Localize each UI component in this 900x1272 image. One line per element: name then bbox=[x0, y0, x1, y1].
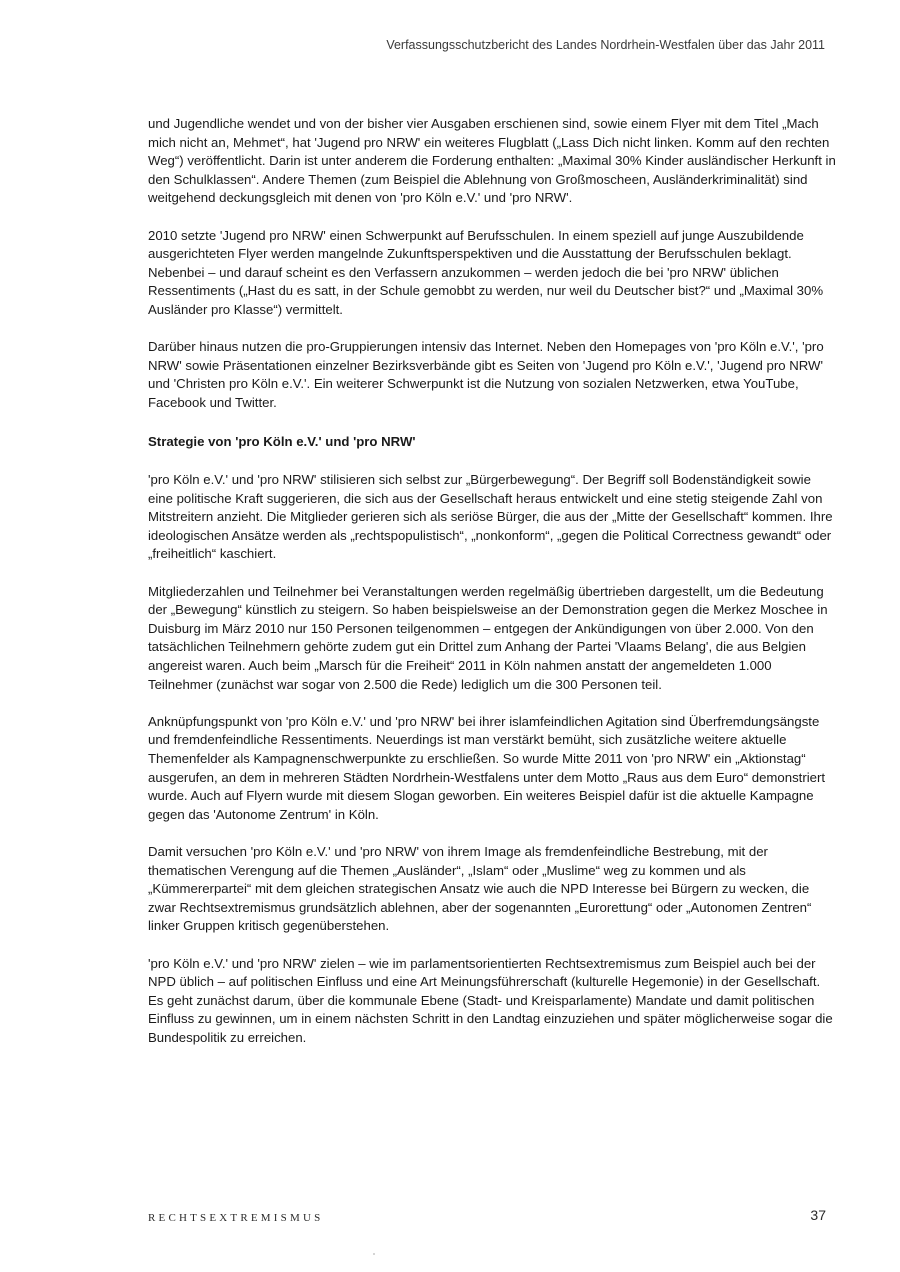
document-body bbox=[148, 115, 838, 1066]
scan-speck bbox=[373, 1253, 375, 1255]
paragraph: 'pro Köln e.V.' und 'pro NRW' stilisieren sich selbst zur „Bürgerbewegung“. Der Begriff soll Bodenständigkeit sowie eine politische Kraft suggerieren, die sich aus der Gesellschaft heraus entwickelt und eine stetig steigende Zahl von Mitstreitern anzieht. Die Mitglieder gerieren sich als seriöse Bürger, die aus der „Mitte der Gesellschaft“ kommen. Ihre ideologischen Ansätze werden als „rechtspopulistisch“, „nonkonform“, „gegen die Political Correctness gewandt“ oder „freiheitlich“ kaschiert. bbox=[148, 472, 833, 562]
paragraph: und Jugendliche wendet und von der bisher vier Ausgaben erschienen sind, sowie einem Flyer mit dem Titel „Mach mich nicht an, Mehmet“, hat 'Jugend pro NRW' ein weiteres Flugblatt („Lass Dich nicht linken. Komm auf den rechten Weg“) veröffentlicht. Darin ist unter anderem die Forderung enthalten: „Maximal 30% Kinder ausländischer Herkunft in den Schulklassen“. Andere Themen (zum Beispiel die Ablehnung von Großmoscheen, Ausländerkriminalität) sind weitgehend deckungsgleich mit denen von 'pro Köln e.V.' und 'pro NRW'. bbox=[148, 116, 836, 206]
footer-section-label: RECHTSEXTREMISMUS bbox=[148, 1212, 324, 1224]
paragraph: Darüber hinaus nutzen die pro-Gruppierungen intensiv das Internet. Neben den Homepages von 'pro Köln e.V.', 'pro NRW' sowie Präsentationen einzelner Bezirksverbände gibt es Seiten von 'Jugend pro Köln e.V.', 'Jugend pro NRW' und 'Christen pro Köln e.V.'. Ein weiterer Schwerpunkt ist die Nutzung von sozialen Netzwerken, etwa YouTube, Facebook und Twitter. bbox=[148, 339, 824, 410]
paragraph: Mitgliederzahlen und Teilnehmer bei Veranstaltungen werden regelmäßig übertrieben dargestellt, um die Bedeutung der „Bewegung“ künstlich zu steigern. So haben beispielsweise an der Demonstration gegen die Merkez Moschee in Duisburg im März 2010 nur 150 Personen teilgenommen – entgegen der Ankündigungen von über 2.000. Von den tatsächlichen Teilnehmern gehörte zudem gut ein Drittel zum Anhang der Partei 'Vlaams Belang', die aus Belgien angereist waren. Auch beim „Marsch für die Freiheit“ 2011 in Köln nahmen anstatt der angemeldeten 1.000 Teilnehmer (zunächst war sogar von 2.500 die Rede) lediglich um die 300 Personen teil. bbox=[148, 583, 828, 692]
running-header: Verfassungsschutzbericht des Landes Nordrhein-Westfalen über das Jahr 2011 bbox=[386, 38, 825, 52]
paragraph: 2010 setzte 'Jugend pro NRW' einen Schwerpunkt auf Berufsschulen. In einem speziell auf junge Auszubildende ausgerichteten Flyer werden mangelnde Zukunftsperspektiven und die Ausstattung der Berufsschulen beklagt. Nebenbei – und darauf scheint es den Verfassern anzukommen – werden jedoch die bei 'pro NRW' üblichen Ressentiments („Hast du es satt, in der Schule gemobbt zu werden, nur weil du Deutscher bist?“ und „Maximal 30% Ausländer pro Klasse“) vermittelt. bbox=[148, 227, 824, 317]
paragraph: Damit versuchen 'pro Köln e.V.' und 'pro NRW' von ihrem Image als fremdenfeindliche Bestrebung, mit der thematischen Verengung auf die Themen „Ausländer“, „Islam“ oder „Muslime“ weg zu kommen und als „Kümmererpartei“ mit dem gleichen strategischen Ansatz wie auch die NPD Interesse bei Bürgern zu wecken, die zwar Rechtsextremismus grundsätzlich ablehnen, aber der sogenannten „Eurorettung“ oder „Autonomen Zentren“ linker Gruppen kritisch gegenüberstehen. bbox=[148, 843, 812, 934]
section-heading: Strategie von 'pro Köln e.V.' und 'pro NRW' bbox=[148, 433, 416, 449]
page-number: 37 bbox=[810, 1207, 826, 1223]
paragraph: 'pro Köln e.V.' und 'pro NRW' zielen – wie im parlamentsorientierten Rechtsextremismus zum Beispiel auch bei der NPD üblich – auf politischen Einfluss und eine Art Meinungsführerschaft (kulturelle Hegemonie) in der Gesellschaft. Es geht zunächst darum, über die kommunale Ebene (Stadt- und Kreisparlamente) Mandate und damit politischen Einfluss zu gewinnen, um in einem nächsten Schritt in den Landtag einzuziehen und später möglicherweise sogar die Bundespolitik zu erreichen. bbox=[148, 955, 833, 1045]
paragraph: Anknüpfungspunkt von 'pro Köln e.V.' und 'pro NRW' bei ihrer islamfeindlichen Agitation sind Überfremdungsängste und fremdenfeindliche Ressentiments. Neuerdings ist man verstärkt bemüht, sich zusätzliche weitere aktuelle Themenfelder als Kampagnenschwerpunkte zu erschließen. So wurde Mitte 2011 von 'pro NRW' ein „Aktionstag“ ausgerufen, an dem in mehreren Städten Nordrhein-Westfalens unter dem Motto „Raus aus dem Euro“ demonstriert wurde. Auch auf Flyern wurde mit diesem Slogan geworben. Ein weiteres Beispiel dafür ist die aktuelle Kampagne gegen das 'Autonome Zentrum' in Köln. bbox=[148, 713, 826, 822]
